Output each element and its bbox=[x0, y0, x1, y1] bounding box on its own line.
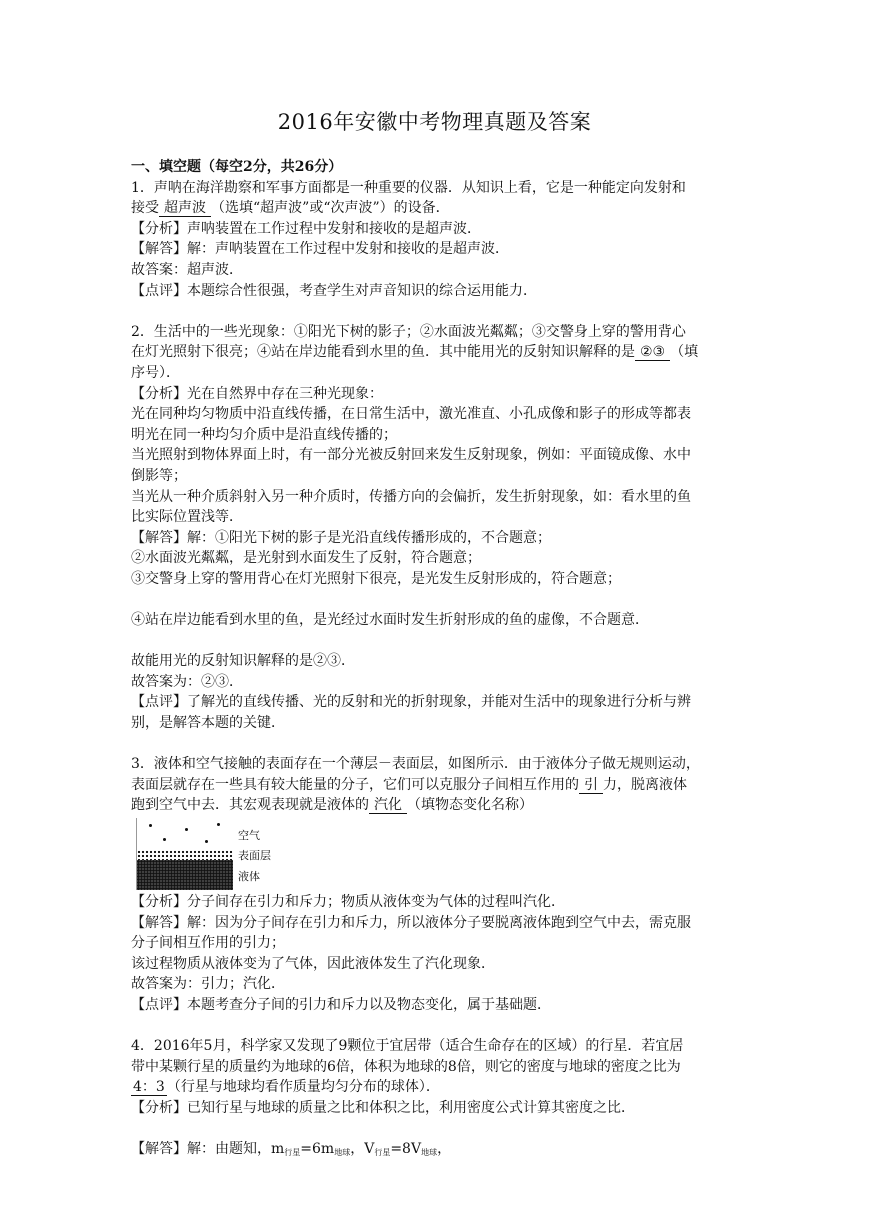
q1-comment: 【点评】本题综合性很强，考查学生对声音知识的综合运用能力． bbox=[131, 282, 537, 299]
q4-line-3: 4：3 （行星与地球均看作质量均匀分布的球体）． bbox=[133, 1079, 440, 1096]
q2-solution-1: 【解答】解：①阳光下树的影子是光沿直线传播形成的，不合题意； bbox=[131, 529, 551, 546]
q4-answer-blank: 4：3 bbox=[133, 1079, 165, 1096]
q2-comment-2: 别，是解答本题的关键． bbox=[131, 715, 285, 732]
q1-answer: 故答案：超声波． bbox=[131, 261, 243, 278]
document-body bbox=[131, 157, 743, 1160]
q2-solution-2: ②水面波光粼粼，是光射到水面发生了反射，符合题意； bbox=[131, 550, 481, 567]
q2-analysis-1: 【分析】光在自然界中存在三种光现象： bbox=[131, 385, 383, 402]
section-heading: 一、填空题（每空2分，共26分） bbox=[131, 159, 343, 175]
q2-analysis-5: 倒影等； bbox=[131, 467, 187, 484]
q1-answer-blank: 超声波 bbox=[159, 200, 211, 217]
q3-line-2: 表面层就存在一些具有较大能量的分子，它们可以克服分子间相互作用的 引 力，脱离液体 bbox=[131, 776, 687, 793]
q2-line-2: 在灯光照射下很亮；④站在岸边能看到水里的鱼．其中能用光的反射知识解释的是 ②③ （填 bbox=[131, 344, 699, 361]
q4-line-2: 带中某颗行星的质量约为地球的6倍，体积为地球的8倍，则它的密度与地球的密度之比为 bbox=[131, 1058, 681, 1075]
q2-line-3: 序号）． bbox=[131, 364, 180, 381]
q1-analysis: 【分析】声呐装置在工作过程中发射和接收的是超声波． bbox=[131, 220, 481, 237]
q2-solution-5: 故能用光的反射知识解释的是②③． bbox=[131, 653, 355, 670]
q3-comment: 【点评】本题考查分子间的引力和斥力以及物态变化，属于基础题． bbox=[131, 996, 551, 1013]
q3-answer-blank-1: 引 bbox=[579, 777, 603, 794]
q2-line-1: 2．生活中的一些光现象：①阳光下树的影子；②水面波光粼粼；③交警身上穿的警用背心 bbox=[131, 323, 686, 340]
q3-solution-1: 【解答】解：因为分子间存在引力和斥力，所以液体分子要脱离液体跑到空气中去，需克服 bbox=[131, 914, 691, 931]
q2-answer-blank: ②③ bbox=[635, 344, 670, 361]
q2-analysis-3: 明光在同一种均匀介质中是沿直线传播的； bbox=[131, 426, 397, 443]
figure-diagram bbox=[136, 818, 233, 890]
figure-label-air: 空气 bbox=[238, 829, 260, 842]
q3-solution-3: 该过程物质从液体变为了气体，因此液体发生了汽化现象． bbox=[131, 955, 495, 972]
surface-layer-region bbox=[137, 850, 233, 860]
q1-line-1: 1．声呐在海洋勘察和军事方面都是一种重要的仪器．从知识上看，它是一种能定向发射和 bbox=[131, 179, 686, 196]
q2-solution-4: ④站在岸边能看到水里的鱼，是光经过水面时发生折射形成的鱼的虚像，不合题意． bbox=[131, 612, 649, 629]
q2-analysis-4: 当光照射到物体界面上时，有一部分光被反射回来发生反射现象，例如：平面镜成像、水中 bbox=[131, 447, 691, 464]
q2-comment-1: 【点评】了解光的直线传播、光的反射和光的折射现象，并能对生活中的现象进行分析与辨 bbox=[131, 694, 691, 711]
document-title: 2016年安徽中考物理真题及答案 bbox=[277, 110, 592, 134]
liquid-region bbox=[137, 860, 233, 890]
q3-line-1: 3．液体和空气接触的表面存在一个薄层－表面层，如图所示．由于液体分子做无规则运动， bbox=[131, 756, 700, 773]
q2-analysis-6: 当光从一种介质斜射入另一种介质时，传播方向的会偏折，发生折射现象，如：看水里的鱼 bbox=[131, 488, 691, 505]
q3-analysis: 【分析】分子间存在引力和斥力；物质从液体变为气体的过程叫汽化． bbox=[131, 894, 565, 910]
q2-analysis-7: 比实际位置浅等． bbox=[131, 509, 243, 526]
q2-analysis-2: 光在同种均匀物质中沿直线传播，在日常生活中，激光准直、小孔成像和影子的形成等都表 bbox=[131, 406, 691, 423]
q1-solution: 【解答】解：声呐装置在工作过程中发射和接收的是超声波． bbox=[131, 241, 509, 258]
q4-solution-1: 【解答】解：由题知，$m_{行星}=6m_{地球}$，$V_{行星}=8V_{地球}$， bbox=[131, 1141, 452, 1158]
figure-label-liquid: 液体 bbox=[238, 870, 260, 883]
q2-solution-3: ③交警身上穿的警用背心在灯光照射下很亮，是光发生反射形成的，符合题意； bbox=[131, 570, 621, 587]
q3-solution-2: 分子间相互作用的引力； bbox=[131, 935, 285, 952]
q4-analysis: 【分析】已知行星与地球的质量之比和体积之比，利用密度公式计算其密度之比． bbox=[131, 1099, 635, 1116]
figure-label-surface: 表面层 bbox=[238, 849, 271, 862]
q3-answer-blank-2: 汽化 bbox=[369, 797, 407, 814]
q4-line-1: 4．2016年5月，科学家又发现了9颗位于宜居带（适合生命存在的区域）的行星．若宜居 bbox=[131, 1038, 684, 1055]
q3-line-3: 跑到空气中去．其宏观表现就是液体的 汽化 （填物态变化名称） bbox=[131, 797, 533, 814]
air-region bbox=[137, 818, 233, 850]
q3-answer: 故答案为：引力；汽化． bbox=[131, 976, 285, 993]
q2-answer: 故答案为：②③． bbox=[131, 673, 243, 690]
q1-line-2: 接受 超声波 （选填“超声波”或“次声波”）的设备． bbox=[131, 200, 450, 217]
surface-layer-figure bbox=[136, 818, 286, 890]
